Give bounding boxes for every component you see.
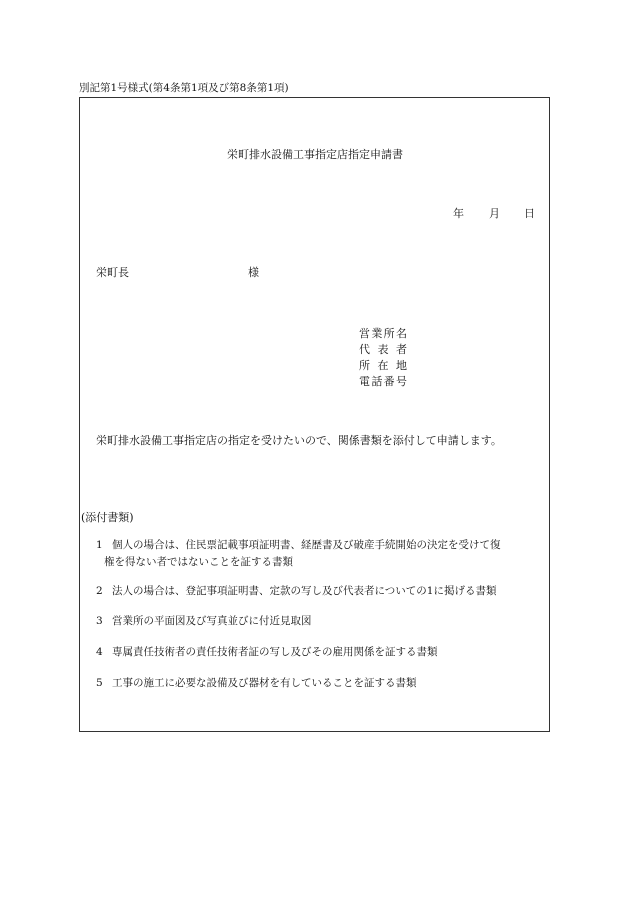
attachment-item (96, 613, 312, 630)
form-frame (79, 97, 550, 732)
addressee-name: 栄町長 (96, 266, 129, 279)
attachment-item (96, 583, 496, 600)
applicant-field-office-name: 営業所名 (359, 327, 407, 340)
applicant-field-address: 所 在 地 (359, 359, 407, 372)
attachment-text: 法人の場合は、登記事項証明書、定款の写し及び代表者についての1に掲げる書類 (112, 585, 497, 597)
form-number-label: 別記第1号様式(第4条第1項及び第8条第1項) (79, 82, 289, 94)
attachment-text: 工事の施工に必要な設備及び器材を有していることを証する書類 (112, 677, 417, 689)
attachment-number: 2 (96, 585, 103, 597)
attachment-number: 3 (96, 615, 103, 627)
date-year-label: 年 (453, 207, 464, 220)
addressee-honorific: 様 (248, 266, 259, 279)
attachments-heading: (添付書類) (81, 511, 134, 524)
attachment-number: 5 (96, 677, 103, 689)
date-month-label: 月 (489, 207, 500, 220)
attachment-number: 1 (96, 539, 103, 551)
attachment-text-continued: 権を得ない者ではないことを証する書類 (104, 556, 293, 568)
attachment-text: 営業所の平面図及び写真並びに付近見取図 (112, 615, 312, 627)
attachment-text: 専属責任技術者の責任技術者証の写し及びその雇用関係を証する書類 (112, 646, 438, 658)
form-title: 栄町排水設備工事指定店指定申請書 (227, 148, 403, 161)
attachment-text: 個人の場合は、住民票記載事項証明書、経歴書及び破産手続開始の決定を受けて復 (112, 539, 501, 551)
attachment-item (96, 675, 417, 692)
date-day-label: 日 (524, 207, 535, 220)
attachment-item (96, 644, 438, 661)
applicant-field-representative: 代 表 者 (359, 343, 407, 356)
applicant-field-phone: 電話番号 (359, 375, 407, 388)
attachment-item (96, 537, 548, 571)
application-statement: 栄町排水設備工事指定店の指定を受けたいので、関係書類を添付して申請します。 (96, 434, 502, 447)
attachment-number: 4 (96, 646, 103, 658)
